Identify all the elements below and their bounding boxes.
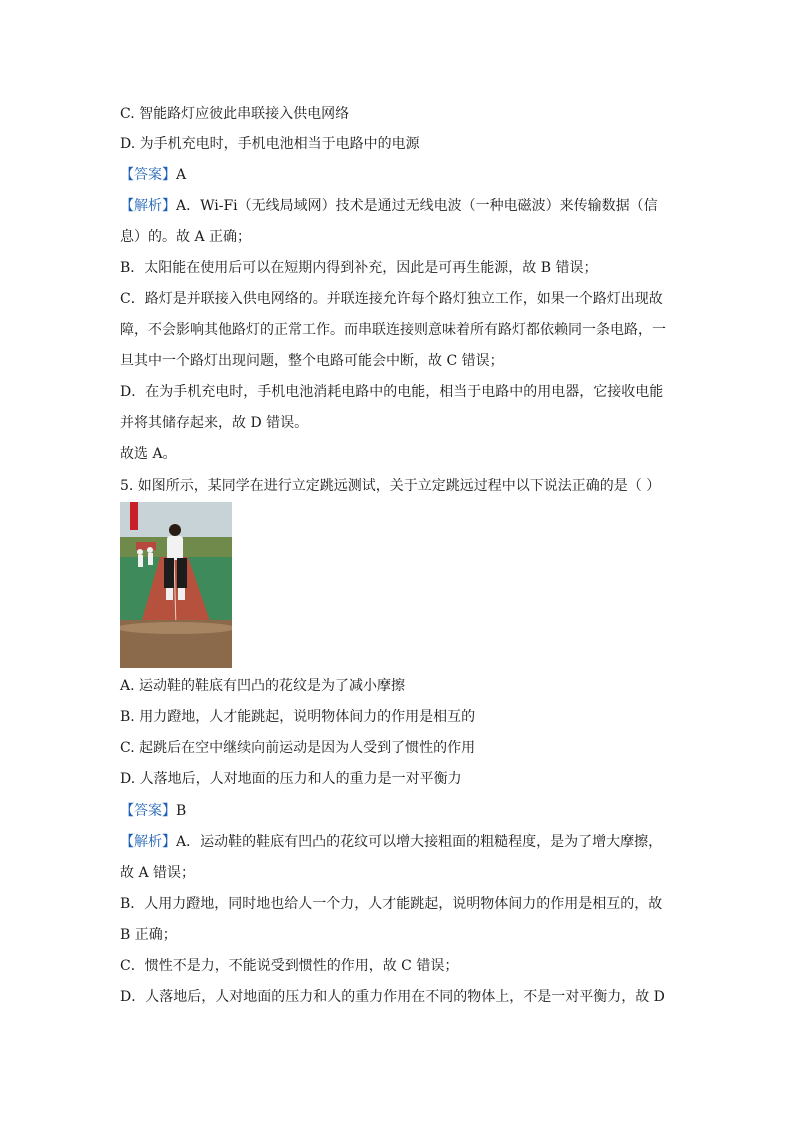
choice-conclusion: 故选 A。 (120, 446, 177, 462)
analysis-2-line-5: C．惯性不是力，不能说受到惯性的作用，故 C 错误； (120, 958, 459, 974)
analysis-1-line-7: D．在为手机充电时，手机电池消耗电路中的电能，相当于电路中的用电器，它接收电能 (120, 384, 664, 400)
answer-tag: 【答案】 (120, 167, 176, 183)
analysis-text: A．运动鞋的鞋底有凹凸的花纹可以增大接粗面的粗糙程度，是为了增大摩擦， (176, 834, 663, 850)
answer-value: B (176, 803, 187, 819)
long-jump-photo (120, 502, 232, 668)
option-d: D. 人落地后，人对地面的压力和人的重力是一对平衡力 (120, 771, 462, 787)
analysis-1-line-4: C．路灯是并联接入供电网络的。并联连接允许每个路灯独立工作，如果一个路灯出现故 (120, 291, 663, 307)
analysis-1-line-5: 障，不会影响其他路灯的正常工作。而串联连接则意味着所有路灯都依赖同一条电路，一 (120, 322, 666, 338)
answer-value: A (176, 167, 187, 183)
answer-tag: 【答案】 (120, 803, 176, 819)
analysis-text: A．Wi-Fi（无线局域网）技术是通过无线电波（一种电磁波）来传输数据（信 (176, 198, 658, 214)
option-a: A. 运动鞋的鞋底有凹凸的花纹是为了减小摩擦 (120, 678, 406, 694)
analysis-2-line-3: B．人用力蹬地，同时地也给人一个力，人才能跳起，说明物体间力的作用是相互的，故 (120, 896, 663, 912)
answer-1 (120, 165, 186, 185)
analysis-1-line-8: 并将其储存起来，故 D 错误。 (120, 415, 309, 431)
option-c: C. 起跳后在空中继续向前运动是因为人受到了惯性的作用 (120, 740, 476, 756)
analysis-1-line-3: B．太阳能在使用后可以在短期内得到补充，因此是可再生能源，故 B 错误； (120, 260, 598, 276)
analysis-2-line-2: 故 A 错误； (120, 865, 196, 881)
analysis-tag: 【解析】 (120, 834, 176, 850)
analysis-1-line-2: 息）的。故 A 正确； (120, 229, 252, 245)
option-b: B. 用力蹬地，人才能跳起，说明物体间力的作用是相互的 (120, 709, 476, 725)
analysis-2-line-4: B 正确； (120, 927, 177, 943)
analysis-1-line-6: 旦其中一个路灯出现问题，整个电路可能会中断，故 C 错误； (120, 353, 504, 369)
analysis-2-line-1 (120, 832, 662, 852)
option-c-prev: C. 智能路灯应彼此串联接入供电网络 (120, 106, 350, 122)
analysis-tag: 【解析】 (120, 198, 176, 214)
analysis-1-line-1 (120, 196, 658, 216)
answer-2 (120, 801, 186, 821)
question-5: 5. 如图所示，某同学在进行立定跳远测试，关于立定跳远过程中以下说法正确的是（ ） (120, 478, 661, 494)
option-d-prev: D. 为手机充电时，手机电池相当于电路中的电源 (120, 136, 420, 152)
analysis-2-line-6: D．人落地后，人对地面的压力和人的重力作用在不同的物体上，不是一对平衡力，故 D (120, 989, 665, 1005)
